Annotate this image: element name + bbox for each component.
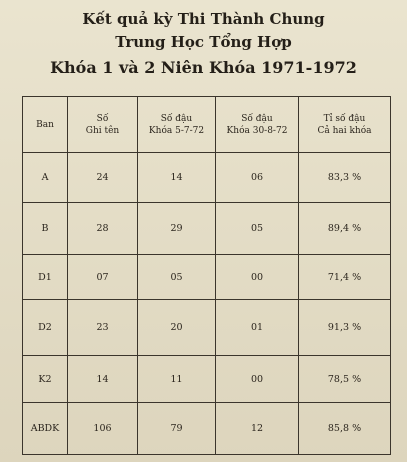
cell-so-ghi-ten: 07 [68, 255, 138, 300]
cell-dau-khoa-1: 14 [138, 153, 216, 203]
cell-ban: ABDK [23, 403, 68, 455]
cell-dau-khoa-1: 11 [138, 356, 216, 403]
table-row [23, 356, 391, 403]
cell-dau-khoa-2: 12 [216, 403, 299, 455]
table-row [23, 300, 391, 356]
cell-dau-khoa-2: 06 [216, 153, 299, 203]
cell-so-ghi-ten: 28 [68, 203, 138, 255]
cell-ban: D2 [23, 300, 68, 356]
header-ti-so: Tỉ số đậu Cả hai khóa [299, 97, 391, 153]
cell-ban: B [23, 203, 68, 255]
table-row [23, 255, 391, 300]
header-dau-khoa-2: Số đậu Khóa 30-8-72 [216, 97, 299, 153]
header-dau-khoa-1: Số đậu Khóa 5-7-72 [138, 97, 216, 153]
table-header-row [23, 97, 391, 153]
cell-ti-so: 71,4 % [299, 255, 391, 300]
cell-ti-so: 91,3 % [299, 300, 391, 356]
cell-dau-khoa-2: 00 [216, 255, 299, 300]
table-row [23, 153, 391, 203]
cell-dau-khoa-2: 00 [216, 356, 299, 403]
cell-so-ghi-ten: 24 [68, 153, 138, 203]
header-ban: Ban [23, 97, 68, 153]
cell-dau-khoa-1: 79 [138, 403, 216, 455]
cell-ti-so: 85,8 % [299, 403, 391, 455]
cell-ban: D1 [23, 255, 68, 300]
cell-so-ghi-ten: 14 [68, 356, 138, 403]
title-line-1: Kết quả kỳ Thi Thành Chung [82, 10, 325, 28]
cell-dau-khoa-1: 20 [138, 300, 216, 356]
cell-dau-khoa-1: 05 [138, 255, 216, 300]
cell-so-ghi-ten: 23 [68, 300, 138, 356]
cell-dau-khoa-2: 05 [216, 203, 299, 255]
title-line-3: Khóa 1 và 2 Niên Khóa 1971-1972 [50, 58, 357, 77]
results-table [22, 96, 391, 455]
cell-ti-so: 83,3 % [299, 153, 391, 203]
cell-ban: A [23, 153, 68, 203]
cell-ti-so: 89,4 % [299, 203, 391, 255]
table-row [23, 403, 391, 455]
cell-ban: K2 [23, 356, 68, 403]
table-row [23, 203, 391, 255]
title-line-2: Trung Học Tổng Hợp [115, 33, 292, 51]
cell-dau-khoa-1: 29 [138, 203, 216, 255]
cell-dau-khoa-2: 01 [216, 300, 299, 356]
cell-ti-so: 78,5 % [299, 356, 391, 403]
cell-so-ghi-ten: 106 [68, 403, 138, 455]
header-so-ghi-ten: Số Ghi tên [68, 97, 138, 153]
